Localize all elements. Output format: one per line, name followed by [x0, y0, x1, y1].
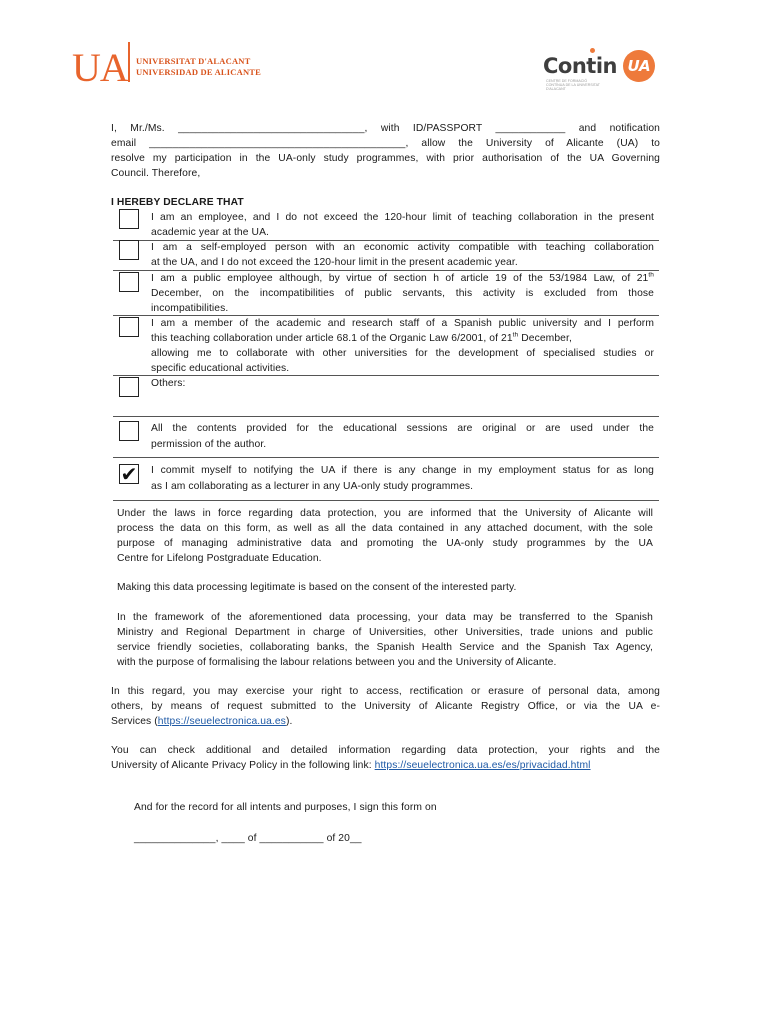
- option-self-employed-checkbox[interactable]: [119, 240, 139, 260]
- intro-line-4: Council. Therefore,: [111, 168, 201, 179]
- continua-logo-circle: UA: [623, 50, 655, 82]
- intro-line-3-text: resolve my participation in the UA-only study programmes, with prior authorisation of the UA Governing: [111, 153, 660, 164]
- option-public-employee-text: I am a public employee although, by virtue of section h of article 19 of the 53/1984 Law, of 21th December, on the incompatibilities of public servants, this activity is excluded from those incompatibilities.: [151, 271, 654, 314]
- continua-logo-dot: [590, 48, 595, 53]
- ua-logo-name-line1: UNIVERSITAT D'ALACANT: [136, 56, 251, 66]
- continua-logo-word: Contin: [543, 54, 617, 78]
- checkmark-icon: ✔: [120, 462, 138, 486]
- option-public-employee-checkbox[interactable]: [119, 272, 139, 292]
- option-academic-staff-text: I am a member of the academic and research staff of a Spanish public university and I perform this teaching collaboration under article 68.1 of the Organic Law 6/2001, of 21th December, allowing me to collaborate with other universities for the development of specialised studies or specific educational activities.: [151, 318, 654, 374]
- ua-logo-letters: UA: [72, 45, 128, 90]
- sign-date-line: ______________, ____ of ___________ of 20__: [134, 833, 362, 844]
- option-self-employed-text: I am a self-employed person with an economic activity compatible with teaching collaboration at the UA, and I do not exceed the 120-hour limit in the present academic year.: [151, 242, 654, 268]
- intro-line-1: [111, 121, 660, 136]
- option-original-content-text: All the contents provided for the educational sessions are original or are used under the permission of the author.: [151, 423, 654, 450]
- option-others-checkbox[interactable]: [119, 377, 139, 397]
- ua-logo: [72, 40, 272, 90]
- intro-line-2: [111, 136, 660, 151]
- option-employee-checkbox[interactable]: [119, 209, 139, 229]
- declare-heading: I HEREBY DECLARE THAT: [111, 197, 244, 208]
- intro-line-1-text: I, Mr./Ms. ________________________________, with ID/PASSPORT ____________ and notification: [111, 123, 660, 134]
- privacy-paragraph-2: Making this data processing legitimate is based on the consent of the interested party.: [117, 582, 517, 593]
- option-academic-staff-checkbox[interactable]: [119, 317, 139, 337]
- privacy-paragraph-3: In the framework of the aforementioned data processing, your data may be transferred to the Spanish Ministry and Regional Department in charge of Universities, other Universities, trade unions and public service friendly societies, collaborating banks, the Spanish Health Service and the Spanish Tax Agency, with the purpose of formalising the labour relations between you and the University of Alicante.: [117, 612, 653, 668]
- sign-statement: And for the record for all intents and purposes, I sign this form on: [134, 802, 437, 813]
- policy-paragraph: You can check additional and detailed information regarding data protection, your rights and the University of Alicante Privacy Policy in the following link: https://seuelectronica.ua.es/es/privacidad.html: [111, 745, 660, 771]
- intro-line-2-text: email ____________________________________________, allow the University of Alicante (UA) to: [111, 138, 660, 149]
- option-others-text: Others:: [151, 378, 186, 389]
- option-divider: [113, 500, 659, 501]
- option-employee-text: I am an employee, and I do not exceed the 120-hour limit of teaching collaboration in the present academic year at the UA.: [151, 212, 654, 238]
- option-divider: [113, 457, 659, 458]
- rights-paragraph: In this regard, you may exercise your right to access, rectification or erasure of personal data, among others, by means of request submitted to the University of Alicante Registry Office, or via the UA e- Services (https://seuelectronica.ua.es).: [111, 686, 660, 727]
- privacy-policy-link[interactable]: https://seuelectronica.ua.es/es/privacidad.html: [374, 760, 591, 771]
- option-notify-text: I commit myself to notifying the UA if there is any change in my employment status for as long as I am collaborating as a lecturer in any UA-only study programmes.: [151, 465, 654, 492]
- option-divider: [113, 375, 659, 376]
- option-divider: [113, 416, 659, 417]
- intro-line-3: [111, 151, 660, 166]
- privacy-paragraph-1: Under the laws in force regarding data protection, you are informed that the University of Alicante will process the data on this form, as well as all the data contained in any attached document, with the sole purpose of managing administrative data and promoting the UA-only study programmes by the UA Centre for Lifelong Postgraduate Education.: [117, 508, 653, 564]
- option-notify-checkbox[interactable]: [119, 464, 139, 484]
- option-original-content-checkbox[interactable]: [119, 421, 139, 441]
- ua-logo-divider: [128, 42, 130, 82]
- ua-logo-name-line2: UNIVERSIDAD DE ALICANTE: [136, 67, 262, 77]
- continua-logo: [543, 46, 663, 96]
- continua-logo-tagline: CENTRE DE FORMACIÓ CONTÍNUA DE LA UNIVERSITAT D'ALACANT: [546, 79, 600, 91]
- seuelectronica-link[interactable]: https://seuelectronica.ua.es: [157, 716, 286, 727]
